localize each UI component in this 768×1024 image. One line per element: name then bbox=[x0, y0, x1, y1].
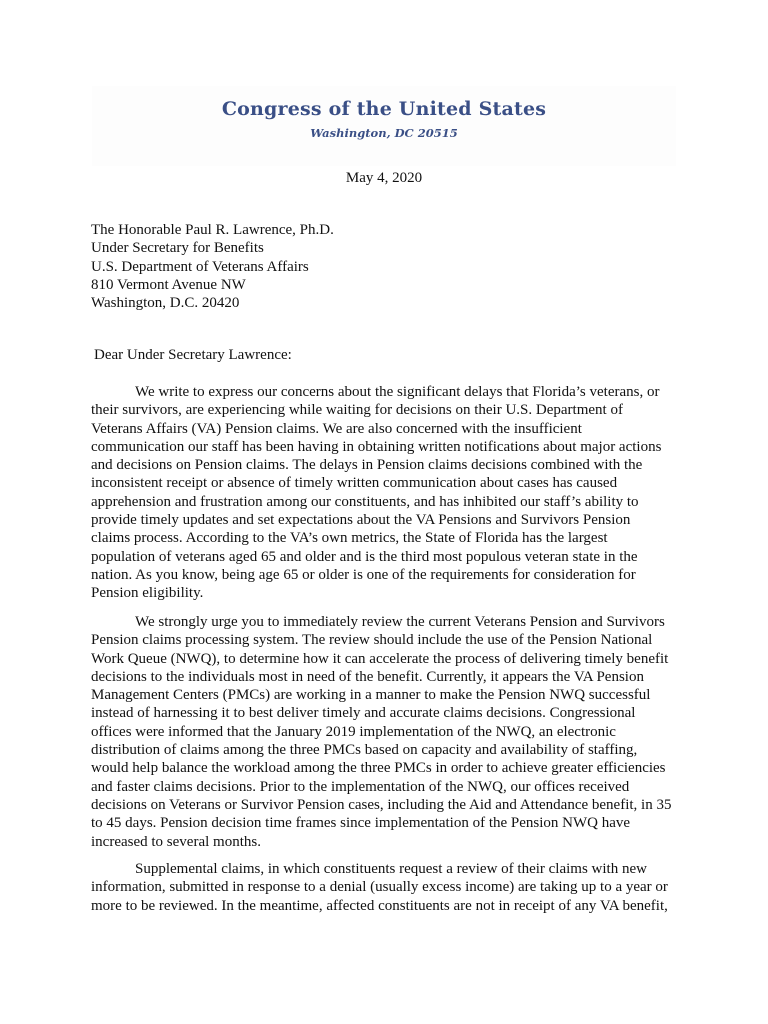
paragraph-line: communication our staff has been having in obtaining written notifications about major actions bbox=[91, 438, 662, 455]
recipient-line: Washington, D.C. 20420 bbox=[91, 295, 240, 312]
paragraph-line: Management Centers (PMCs) are working in a manner to make the Pension NWQ successful bbox=[91, 687, 651, 704]
paragraph-line: We write to express our concerns about the significant delays that Florida’s veterans, or bbox=[135, 384, 660, 400]
paragraph-line: claims process. According to the VA’s own metrics, the State of Florida has the largest bbox=[91, 530, 608, 547]
paragraph-line: to 45 days. Pension decision time frames since implementation of the Pension NWQ have bbox=[91, 815, 631, 832]
paragraph-line: We strongly urge you to immediately review the current Veterans Pension and Survivors bbox=[135, 614, 665, 630]
recipient-line: The Honorable Paul R. Lawrence, Ph.D. bbox=[91, 222, 334, 238]
paragraph-line: provide timely updates and set expectations about the VA Pensions and Survivors Pension bbox=[91, 512, 631, 529]
paragraph-line: increased to several months. bbox=[91, 833, 261, 850]
letter-date: May 4, 2020 bbox=[345, 170, 423, 186]
paragraph-line: Pension eligibility. bbox=[91, 585, 204, 602]
letterhead bbox=[92, 86, 676, 166]
paragraph-line: decisions to the individuals most in need of the benefit. Currently, it appears the VA Pension bbox=[91, 668, 644, 685]
paragraph-line: their survivors, are experiencing while waiting for decisions on their U.S. Department of bbox=[91, 402, 623, 419]
paragraph-line: information, submitted in response to a denial (usually excess income) are taking up to a year or bbox=[91, 879, 668, 896]
recipient-line: 810 Vermont Avenue NW bbox=[91, 276, 246, 293]
paragraph-line: population of veterans aged 65 and older and is the third most populous veteran state in the bbox=[91, 548, 638, 565]
paragraph-line: and decisions on Pension claims. The delays in Pension claims decisions combined with the bbox=[91, 457, 643, 474]
recipient-line: Under Secretary for Benefits bbox=[91, 240, 264, 257]
paragraph-line: and faster claims decisions. Prior to the implementation of the NWQ, our offices received bbox=[91, 778, 630, 795]
body-paragraph bbox=[91, 383, 691, 603]
paragraph-line: more to be reviewed. In the meantime, affected constituents are not in receipt of any VA benefit, bbox=[91, 897, 668, 914]
paragraph-line: would help balance the workload among the three PMCs in order to achieve greater efficiencies bbox=[91, 760, 666, 777]
body-paragraph bbox=[91, 613, 691, 851]
paragraph-line: Supplemental claims, in which constituents request a review of their claims with new bbox=[135, 861, 647, 877]
paragraph-line: offices were informed that the January 2019 implementation of the NWQ, an electronic bbox=[91, 723, 616, 740]
paragraph-line: instead of harnessing it to best deliver timely and accurate claims decisions. Congressional bbox=[91, 705, 636, 722]
paragraph-line: distribution of claims among the three PMCs based on capacity and availability of staffing, bbox=[91, 742, 638, 759]
paragraph-line: apprehension and frustration among our constituents, and has inhibited our staff’s ability to bbox=[91, 493, 639, 510]
letterhead-subtitle: Washington, DC 20515 bbox=[310, 126, 458, 140]
paragraph-line: Work Queue (NWQ), to determine how it can accelerate the process of delivering timely benefit bbox=[91, 650, 669, 667]
paragraph-line: Veterans Affairs (VA) Pension claims. We are also concerned with the insufficient bbox=[91, 420, 582, 437]
recipient-line: U.S. Department of Veterans Affairs bbox=[91, 258, 309, 275]
recipient-address bbox=[91, 221, 691, 312]
paragraph-line: decisions on Veterans or Survivor Pension cases, including the Aid and Attendance benefit, in 35 bbox=[91, 796, 672, 813]
letterhead-title: Congress of the United States bbox=[221, 98, 547, 120]
body-paragraph bbox=[91, 860, 691, 915]
paragraph-line: nation. As you know, being age 65 or older is one of the requirements for consideration for bbox=[91, 566, 636, 583]
paragraph-line: Pension claims processing system. The review should include the use of the Pension National bbox=[91, 632, 653, 649]
paragraph-line: inconsistent receipt or absence of timely written communication about cases has caused bbox=[91, 475, 618, 492]
salutation: Dear Under Secretary Lawrence: bbox=[94, 347, 292, 363]
